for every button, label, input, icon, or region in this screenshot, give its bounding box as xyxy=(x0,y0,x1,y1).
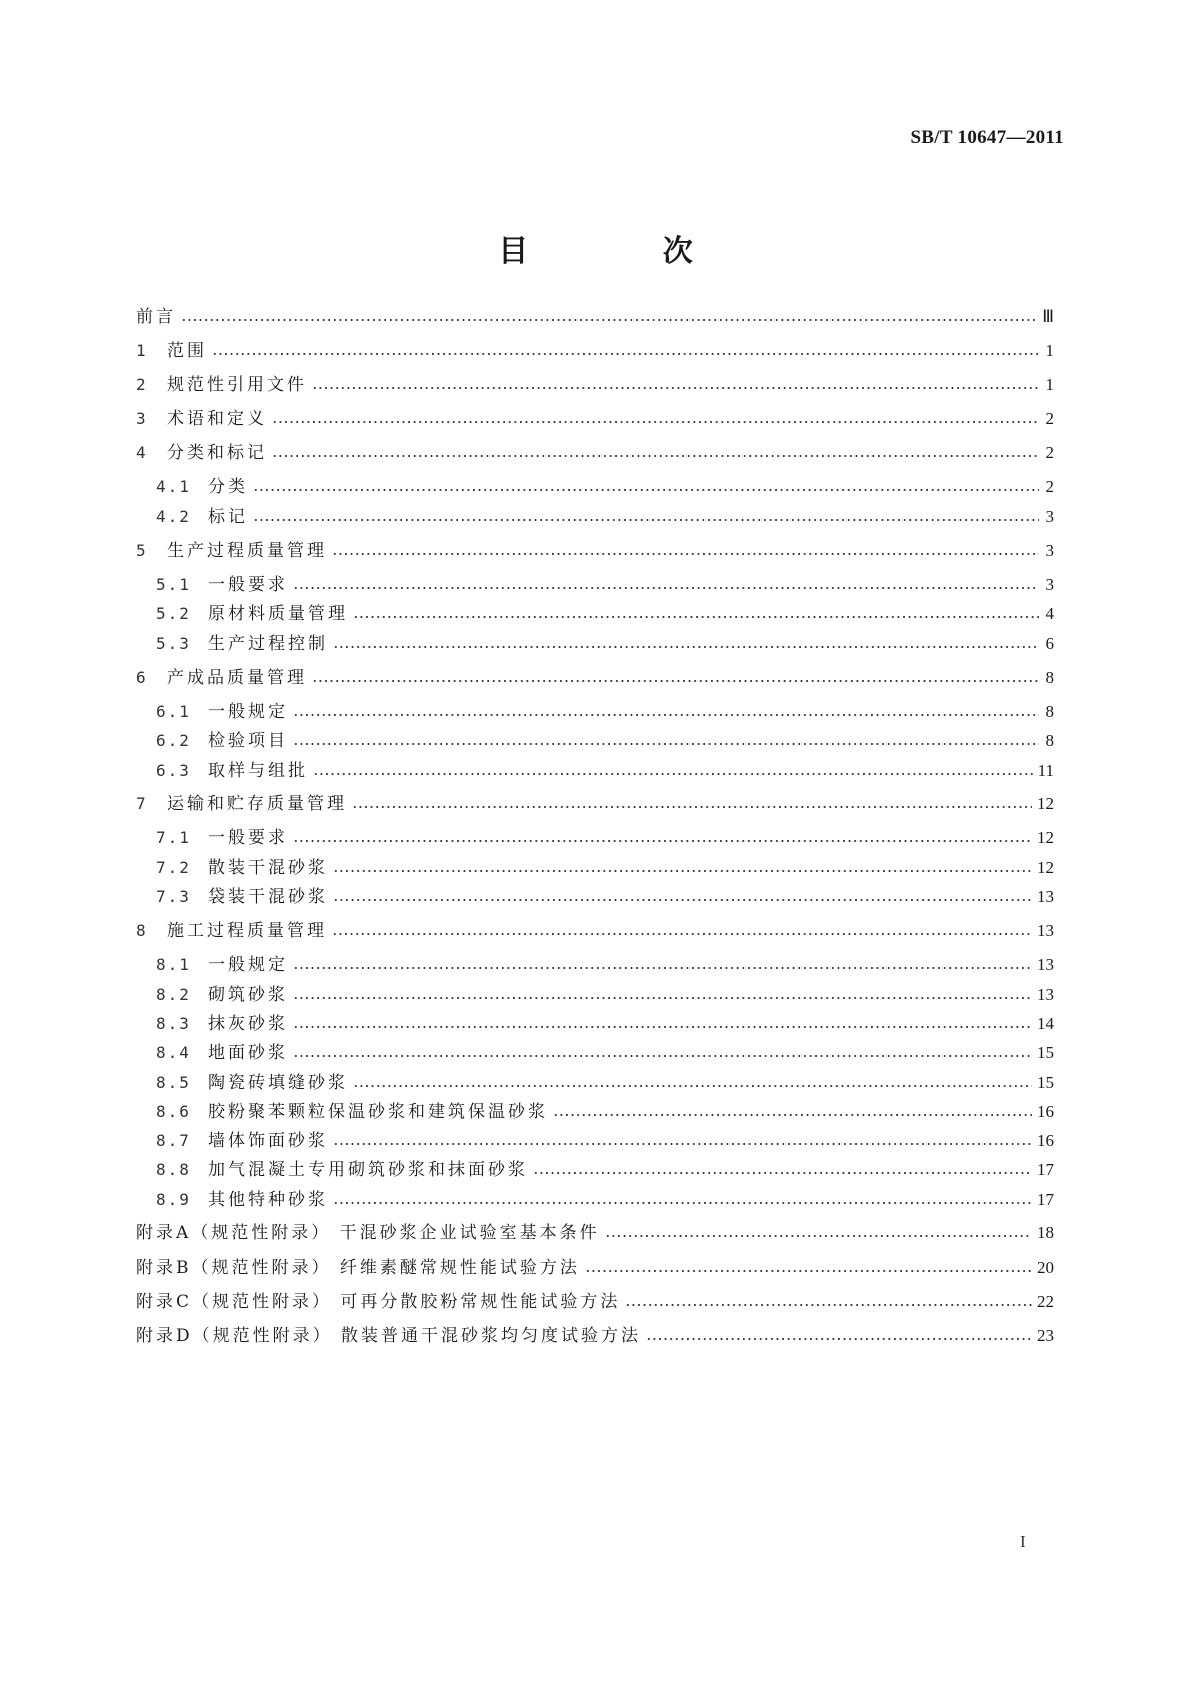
toc-entry[interactable] xyxy=(156,1155,1054,1185)
toc-entry[interactable] xyxy=(156,823,1054,853)
toc-leader-dots xyxy=(333,899,1032,901)
toc-entry[interactable] xyxy=(156,1126,1054,1156)
toc-leader-dots xyxy=(253,489,1039,491)
toc-entry-page: 13 xyxy=(1037,921,1054,940)
toc-entry[interactable] xyxy=(136,336,1054,366)
toc-entry[interactable] xyxy=(156,697,1054,727)
toc-leader-dots xyxy=(333,646,1039,648)
toc-entry-title: 产成品质量管理 xyxy=(167,668,307,688)
toc-entry-page: 15 xyxy=(1037,1043,1054,1062)
toc-leader-dots xyxy=(333,870,1032,872)
toc-entry-title: 袋装干混砂浆 xyxy=(208,887,328,907)
toc-entry[interactable] xyxy=(136,916,1054,946)
toc-leader-dots xyxy=(293,967,1032,969)
toc-entry[interactable] xyxy=(136,370,1054,400)
toc-entry-number: 8.4 xyxy=(156,1043,191,1062)
toc-entry-page: 4 xyxy=(1045,604,1054,623)
toc-entry[interactable] xyxy=(136,789,1054,819)
toc-entry-title: 一般规定 xyxy=(208,955,288,975)
toc-entry-number: 6.3 xyxy=(156,761,191,780)
toc-entry-page: 23 xyxy=(1037,1326,1054,1345)
toc-entry-page: 3 xyxy=(1045,575,1054,594)
toc-entry-title: 附录C（规范性附录） 可再分散胶粉常规性能试验方法 xyxy=(136,1292,621,1312)
toc-entry[interactable] xyxy=(136,536,1054,566)
toc-leader-dots xyxy=(352,806,1032,808)
toc-entry-title: 一般规定 xyxy=(208,702,288,722)
toc-entry-page: 14 xyxy=(1037,1014,1054,1033)
toc-entry-page: 15 xyxy=(1037,1073,1054,1092)
toc-entry[interactable] xyxy=(136,1321,1054,1351)
toc-entry-title: 术语和定义 xyxy=(167,409,267,429)
toc-entry-page: 11 xyxy=(1037,761,1054,780)
toc-entry-number: 5.2 xyxy=(156,604,191,623)
toc-entry[interactable] xyxy=(156,980,1054,1010)
toc-entry-title: 取样与组批 xyxy=(208,761,308,781)
toc-entry-title: 一般要求 xyxy=(208,575,288,595)
toc-entry-page: 13 xyxy=(1037,887,1054,906)
toc-entry-number: 8.2 xyxy=(156,985,191,1004)
toc-entry[interactable] xyxy=(136,1253,1054,1283)
toc-entry-title: 分类和标记 xyxy=(167,443,267,463)
toc-entry[interactable] xyxy=(156,1009,1054,1039)
toc-entry-title: 墙体饰面砂浆 xyxy=(208,1131,328,1151)
toc-leader-dots xyxy=(293,1055,1032,1057)
toc-leader-dots xyxy=(312,387,1039,389)
page-title: 目 次 xyxy=(498,234,755,269)
toc-entry-page: 8 xyxy=(1045,668,1054,687)
toc-entry-title: 其他特种砂浆 xyxy=(208,1190,328,1210)
page-number: I xyxy=(1020,1532,1026,1551)
toc-leader-dots xyxy=(293,743,1039,745)
toc-entry-page: 8 xyxy=(1045,731,1054,750)
toc-entry-number: 7.1 xyxy=(156,828,191,847)
toc-entry[interactable] xyxy=(156,1068,1054,1098)
toc-entry-number: 5.3 xyxy=(156,634,191,653)
toc-entry-page: 8 xyxy=(1045,702,1054,721)
toc-entry-number: 7.2 xyxy=(156,858,191,877)
toc-leader-dots xyxy=(646,1338,1032,1340)
toc-leader-dots xyxy=(313,773,1033,775)
toc-entry[interactable] xyxy=(156,1185,1054,1215)
toc-entry[interactable] xyxy=(156,853,1054,883)
toc-entry-number: 8.7 xyxy=(156,1131,191,1150)
toc-leader-dots xyxy=(605,1235,1032,1237)
toc-entry-page: 2 xyxy=(1045,477,1054,496)
toc-leader-dots xyxy=(332,553,1039,555)
toc-entry-number: 8.1 xyxy=(156,955,191,974)
toc-leader-dots xyxy=(353,616,1039,618)
standard-code: SB/T 10647—2011 xyxy=(910,127,1064,148)
toc-entry-page: 17 xyxy=(1037,1190,1054,1209)
toc-entry-page: 16 xyxy=(1037,1102,1054,1121)
toc-entry-number: 8.8 xyxy=(156,1160,191,1179)
toc-entry-title: 砌筑砂浆 xyxy=(208,985,288,1005)
toc-entry[interactable] xyxy=(156,599,1054,629)
toc-leader-dots xyxy=(585,1270,1032,1272)
toc-entry-number: 8 xyxy=(136,921,146,940)
toc-entry-page: 12 xyxy=(1037,858,1054,877)
toc-entry-page: 3 xyxy=(1045,541,1054,560)
toc-entry-number: 7 xyxy=(136,794,146,813)
toc-leader-dots xyxy=(212,353,1039,355)
toc-entry-number: 1 xyxy=(136,341,146,360)
toc-entry[interactable] xyxy=(136,1287,1054,1317)
toc-leader-dots xyxy=(293,997,1032,999)
toc-entry-title: 地面砂浆 xyxy=(208,1043,288,1063)
toc-entry-page: 2 xyxy=(1045,409,1054,428)
toc-entry-title: 一般要求 xyxy=(208,828,288,848)
toc-entry[interactable] xyxy=(156,882,1054,912)
toc-entry-title: 规范性引用文件 xyxy=(167,375,307,395)
toc-entry-number: 6 xyxy=(136,668,146,687)
toc-entry-page: 17 xyxy=(1037,1160,1054,1179)
toc-leader-dots xyxy=(253,519,1039,521)
toc-entry[interactable] xyxy=(156,629,1054,659)
toc-entry[interactable] xyxy=(136,302,1054,332)
toc-entry-title: 标记 xyxy=(208,507,248,527)
toc-entry-page: 20 xyxy=(1037,1258,1054,1277)
toc-leader-dots xyxy=(553,1114,1032,1116)
toc-leader-dots xyxy=(181,319,1037,321)
toc-entry-number: 8.6 xyxy=(156,1102,191,1121)
toc-entry[interactable] xyxy=(156,950,1054,980)
toc-entry[interactable] xyxy=(156,1097,1054,1127)
toc-entry-number: 5 xyxy=(136,541,146,560)
toc-entry-title: 生产过程质量管理 xyxy=(167,541,327,561)
toc-entry-page: 6 xyxy=(1045,634,1054,653)
toc-leader-dots xyxy=(272,421,1039,423)
toc-entry-number: 4 xyxy=(136,443,146,462)
toc-entry[interactable] xyxy=(136,663,1054,693)
toc-entry-title: 前言 xyxy=(136,307,176,327)
toc-leader-dots xyxy=(293,714,1039,716)
toc-entry-page: 13 xyxy=(1037,955,1054,974)
toc-leader-dots xyxy=(312,680,1039,682)
toc-entry-title: 胶粉聚苯颗粒保温砂浆和建筑保温砂浆 xyxy=(208,1102,548,1122)
toc-entry-number: 6.1 xyxy=(156,702,191,721)
toc-entry-number: 2 xyxy=(136,375,146,394)
toc-entry-title: 散装干混砂浆 xyxy=(208,858,328,878)
toc-leader-dots xyxy=(272,455,1039,457)
toc-entry-title: 运输和贮存质量管理 xyxy=(167,794,347,814)
toc-entry-page: 2 xyxy=(1045,443,1054,462)
toc-entry-page: Ⅲ xyxy=(1042,307,1054,326)
toc-entry[interactable] xyxy=(156,502,1054,532)
toc-entry-title: 附录B（规范性附录） 纤维素醚常规性能试验方法 xyxy=(136,1258,580,1278)
toc-entry[interactable] xyxy=(136,438,1054,468)
toc-entry-title: 附录A（规范性附录） 干混砂浆企业试验室基本条件 xyxy=(136,1223,600,1243)
toc-leader-dots xyxy=(293,840,1032,842)
toc-entry-page: 1 xyxy=(1045,341,1054,360)
toc-leader-dots xyxy=(293,1026,1032,1028)
toc-leader-dots xyxy=(333,1143,1032,1145)
toc-entry-number: 4.1 xyxy=(156,477,191,496)
toc-entry-number: 4.2 xyxy=(156,507,191,526)
toc-entry-title: 加气混凝土专用砌筑砂浆和抹面砂浆 xyxy=(208,1160,528,1180)
toc-entry-number: 8.9 xyxy=(156,1190,191,1209)
toc-entry-page: 16 xyxy=(1037,1131,1054,1150)
toc-entry-title: 附录D（规范性附录） 散装普通干混砂浆均匀度试验方法 xyxy=(136,1326,642,1346)
toc-entry-page: 12 xyxy=(1037,794,1054,813)
toc-entry-page: 22 xyxy=(1037,1292,1054,1311)
toc-entry[interactable] xyxy=(156,1038,1054,1068)
toc-entry-number: 5.1 xyxy=(156,575,191,594)
toc-entry[interactable] xyxy=(136,404,1054,434)
toc-entry-title: 施工过程质量管理 xyxy=(167,921,327,941)
toc-entry-title: 分类 xyxy=(208,477,248,497)
toc-entry[interactable] xyxy=(136,1218,1054,1248)
toc-entry[interactable] xyxy=(156,756,1054,786)
toc-leader-dots xyxy=(333,1202,1032,1204)
toc-entry-number: 3 xyxy=(136,409,146,428)
toc-entry[interactable] xyxy=(156,726,1054,756)
toc-entry-title: 范围 xyxy=(167,341,207,361)
toc-entry-title: 原材料质量管理 xyxy=(208,604,348,624)
toc-entry-title: 生产过程控制 xyxy=(208,634,328,654)
toc-entry[interactable] xyxy=(156,570,1054,600)
toc-leader-dots xyxy=(533,1172,1032,1174)
toc-entry-page: 12 xyxy=(1037,828,1054,847)
toc-entry-page: 18 xyxy=(1037,1223,1054,1242)
toc-entry-title: 检验项目 xyxy=(208,731,288,751)
toc-leader-dots xyxy=(353,1085,1032,1087)
toc-leader-dots xyxy=(293,587,1039,589)
toc-entry-number: 7.3 xyxy=(156,887,191,906)
toc-entry-page: 3 xyxy=(1045,507,1054,526)
toc-entry-title: 陶瓷砖填缝砂浆 xyxy=(208,1073,348,1093)
toc-entry-number: 6.2 xyxy=(156,731,191,750)
toc-leader-dots xyxy=(332,933,1032,935)
toc-leader-dots xyxy=(625,1304,1032,1306)
toc-entry-number: 8.5 xyxy=(156,1073,191,1092)
toc-entry-number: 8.3 xyxy=(156,1014,191,1033)
toc-entry-page: 13 xyxy=(1037,985,1054,1004)
toc-entry-title: 抹灰砂浆 xyxy=(208,1014,288,1034)
toc-entry-page: 1 xyxy=(1045,375,1054,394)
toc-entry[interactable] xyxy=(156,472,1054,502)
